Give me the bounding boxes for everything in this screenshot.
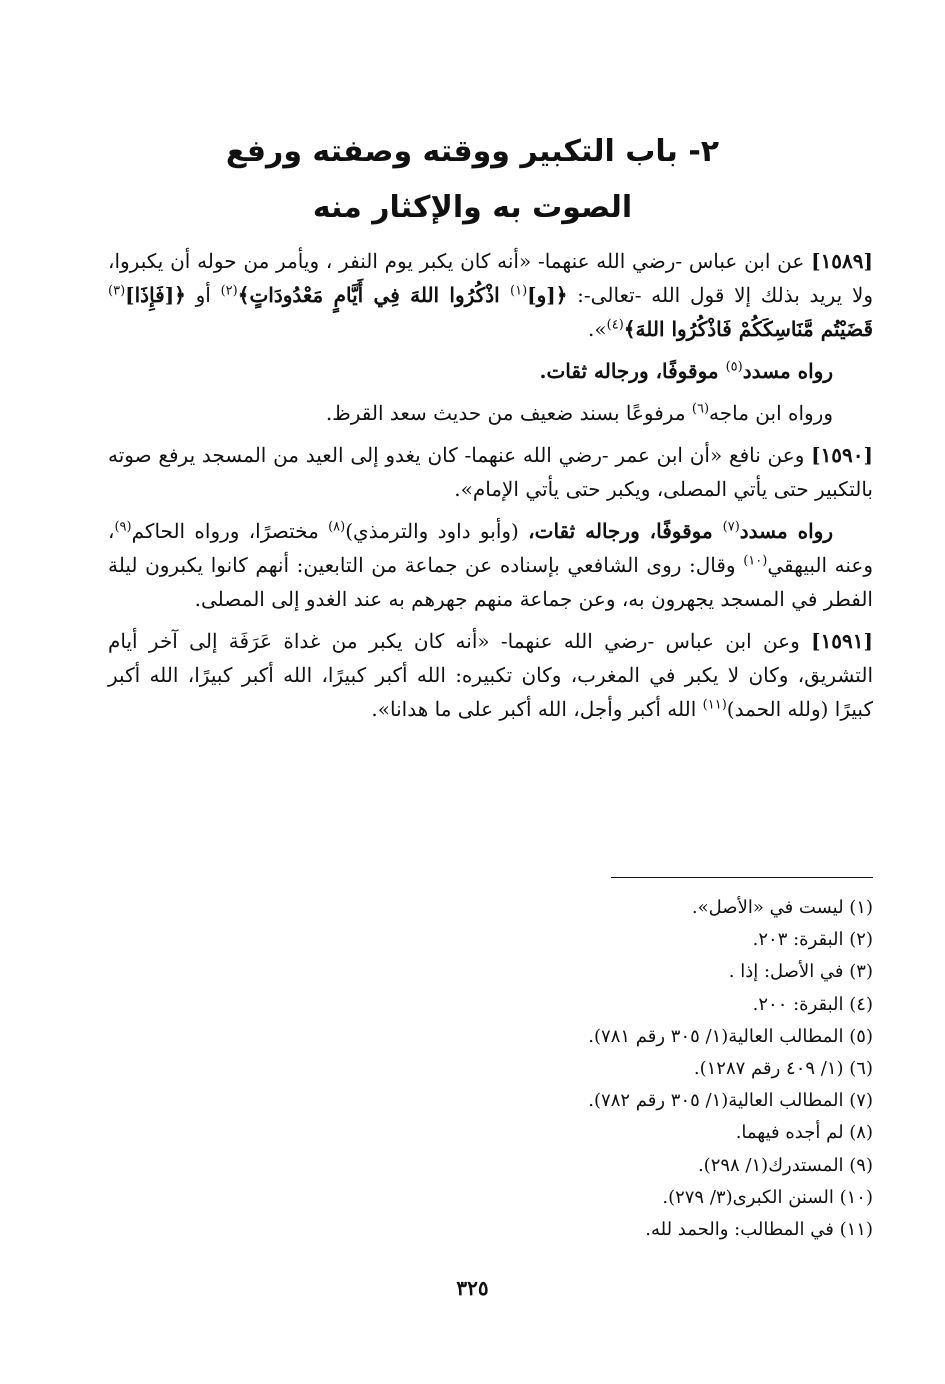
footnote-item: (٧) المطالب العالية(١/ ٣٠٥ رقم ٧٨٢). (588, 1090, 873, 1112)
narration-text: رواه مسدد (739, 519, 833, 543)
narration-text: مرفوعًا بسند ضعيف من حديث سعد القرظ. (325, 401, 692, 425)
narration-text: موقوفًا، ورجاله ثقات. (539, 359, 726, 383)
main-text (108, 244, 873, 734)
hadith-text: عن ابن عباس -رضي الله عنهما- «أنه كان يكبر يوم النفر ، ويأمر من حوله أن يكبروا، ولا يريد بذلك إلا قول الله -تعالى-: (108, 249, 874, 307)
narration-text: ورواه ابن ماجه (709, 401, 833, 425)
narration-text: (وأبو داود والترمذي) (345, 519, 529, 543)
footnote-ref: (٤) (606, 317, 624, 333)
footnotes (108, 892, 873, 1246)
hadith-text: وعن ابن عباس -رضي الله عنهما- «أنه كان يكبر من غداة عَرَفَة إلى آخر أيام التشريق، وكان لا يكبر في المغرب، وكان تكبيره: الله أكبر كبيرًا، الله أكبر كبيرًا، الله أكبر كبيرًا (ولله الحمد) (108, 629, 873, 721)
quran-quote: اذْكُرُوا اللهَ فِي أَيَّامٍ مَعْدُودَاتٍ﴾ (237, 283, 510, 307)
footnote-ref: (١١) (702, 697, 727, 713)
footnote-ref: (٧) (722, 519, 740, 535)
footnote-item: (١) ليست في «الأصل». (691, 897, 873, 918)
footnote-ref: (١٠) (743, 553, 768, 569)
hadith-text: وعن نافع «أن ابن عمر -رضي الله عنهما- كان يغدو إلى العيد من المسجد يرفع صوته بالتكبير حتى يأتي المصلى، ويكبر حتى يأتي الإمام». (108, 443, 873, 501)
footnote-ref: (٩) (114, 519, 132, 535)
footnote-item: (١١) في المطالب: والحمد لله. (645, 1219, 873, 1241)
hadith-number: [١٥٨٩] (811, 249, 873, 273)
footnote-item: (٩) المستدرك(١/ ٢٩٨). (697, 1154, 873, 1176)
hadith-text: الله أكبر وأجل، الله أكبر على ما هدانا». (371, 697, 703, 721)
chapter-title-line-2: الصوت به والإكثار منه (312, 190, 633, 226)
footnote-ref: (٣) (108, 283, 126, 299)
narration-text: مختصرًا، ورواه الحاكم (131, 519, 329, 543)
footnote-item: (١٠) السنن الكبرى(٣/ ٢٧٩). (662, 1186, 873, 1208)
chapter-title-line-1: ٢- باب التكبير ووقته وصفته ورفع (225, 134, 720, 170)
footnote-item: (٤) البقرة: ٢٠٠. (752, 993, 873, 1015)
footnote-ref: (٢) (220, 283, 238, 299)
footnote-item: (٨) لم أجده فيهما. (735, 1122, 873, 1144)
hadith-1591 (108, 624, 873, 726)
page-number: ٣٢٥ (456, 1276, 489, 1300)
footnote-item: (٢) البقرة: ٢٠٣. (752, 929, 873, 951)
narration-text: وقال: روى الشافعي بإسناده عن جماعة من التابعين: أنهم كانوا يكبرون ليلة الفطر في المسجد يجهرون به، وعن جماعة منهم جهرهم به عند الغدو إلى المصلى. (108, 553, 873, 611)
chapter-title (0, 124, 945, 236)
narration-text: رواه مسدد (742, 359, 833, 383)
footnote-item: (٥) المطالب العالية(١/ ٣٠٥ رقم ٧٨١). (588, 1025, 873, 1047)
hadith-1589 (108, 244, 873, 346)
narration-text: موقوفًا، ورجاله ثقات، (528, 519, 723, 543)
footnote-ref: (٨) (328, 519, 346, 535)
hadith-number: [١٥٩١] (811, 629, 873, 653)
narration-text: ، وعنه البيهقي (108, 519, 873, 577)
hadith-number: [١٥٩٠] (811, 443, 873, 467)
footnote-ref: (١) (510, 283, 528, 299)
footnote-item: (٦) (١/ ٤٠٩ رقم ١٢٨٧). (693, 1058, 873, 1080)
narration-note (108, 396, 873, 430)
narration-note (108, 354, 873, 388)
footnote-separator (611, 877, 873, 878)
hadith-text: أو (185, 283, 221, 307)
hadith-text: ». (588, 317, 607, 341)
quran-quote: قَضَيْتُم مَّنَاسِكَكُمْ فَاذْكُرُوا اللهَ﴾ (623, 317, 873, 341)
hadith-1590 (108, 438, 873, 506)
footnote-item: (٣) في الأصل: إذا . (728, 961, 873, 983)
quran-quote: ﴿[فَإِذَا] (125, 283, 186, 307)
quran-quote: ﴿[و] (527, 283, 568, 307)
narration-note (108, 514, 873, 616)
footnote-ref: (٦) (691, 401, 710, 417)
footnote-ref: (٥) (725, 359, 743, 375)
